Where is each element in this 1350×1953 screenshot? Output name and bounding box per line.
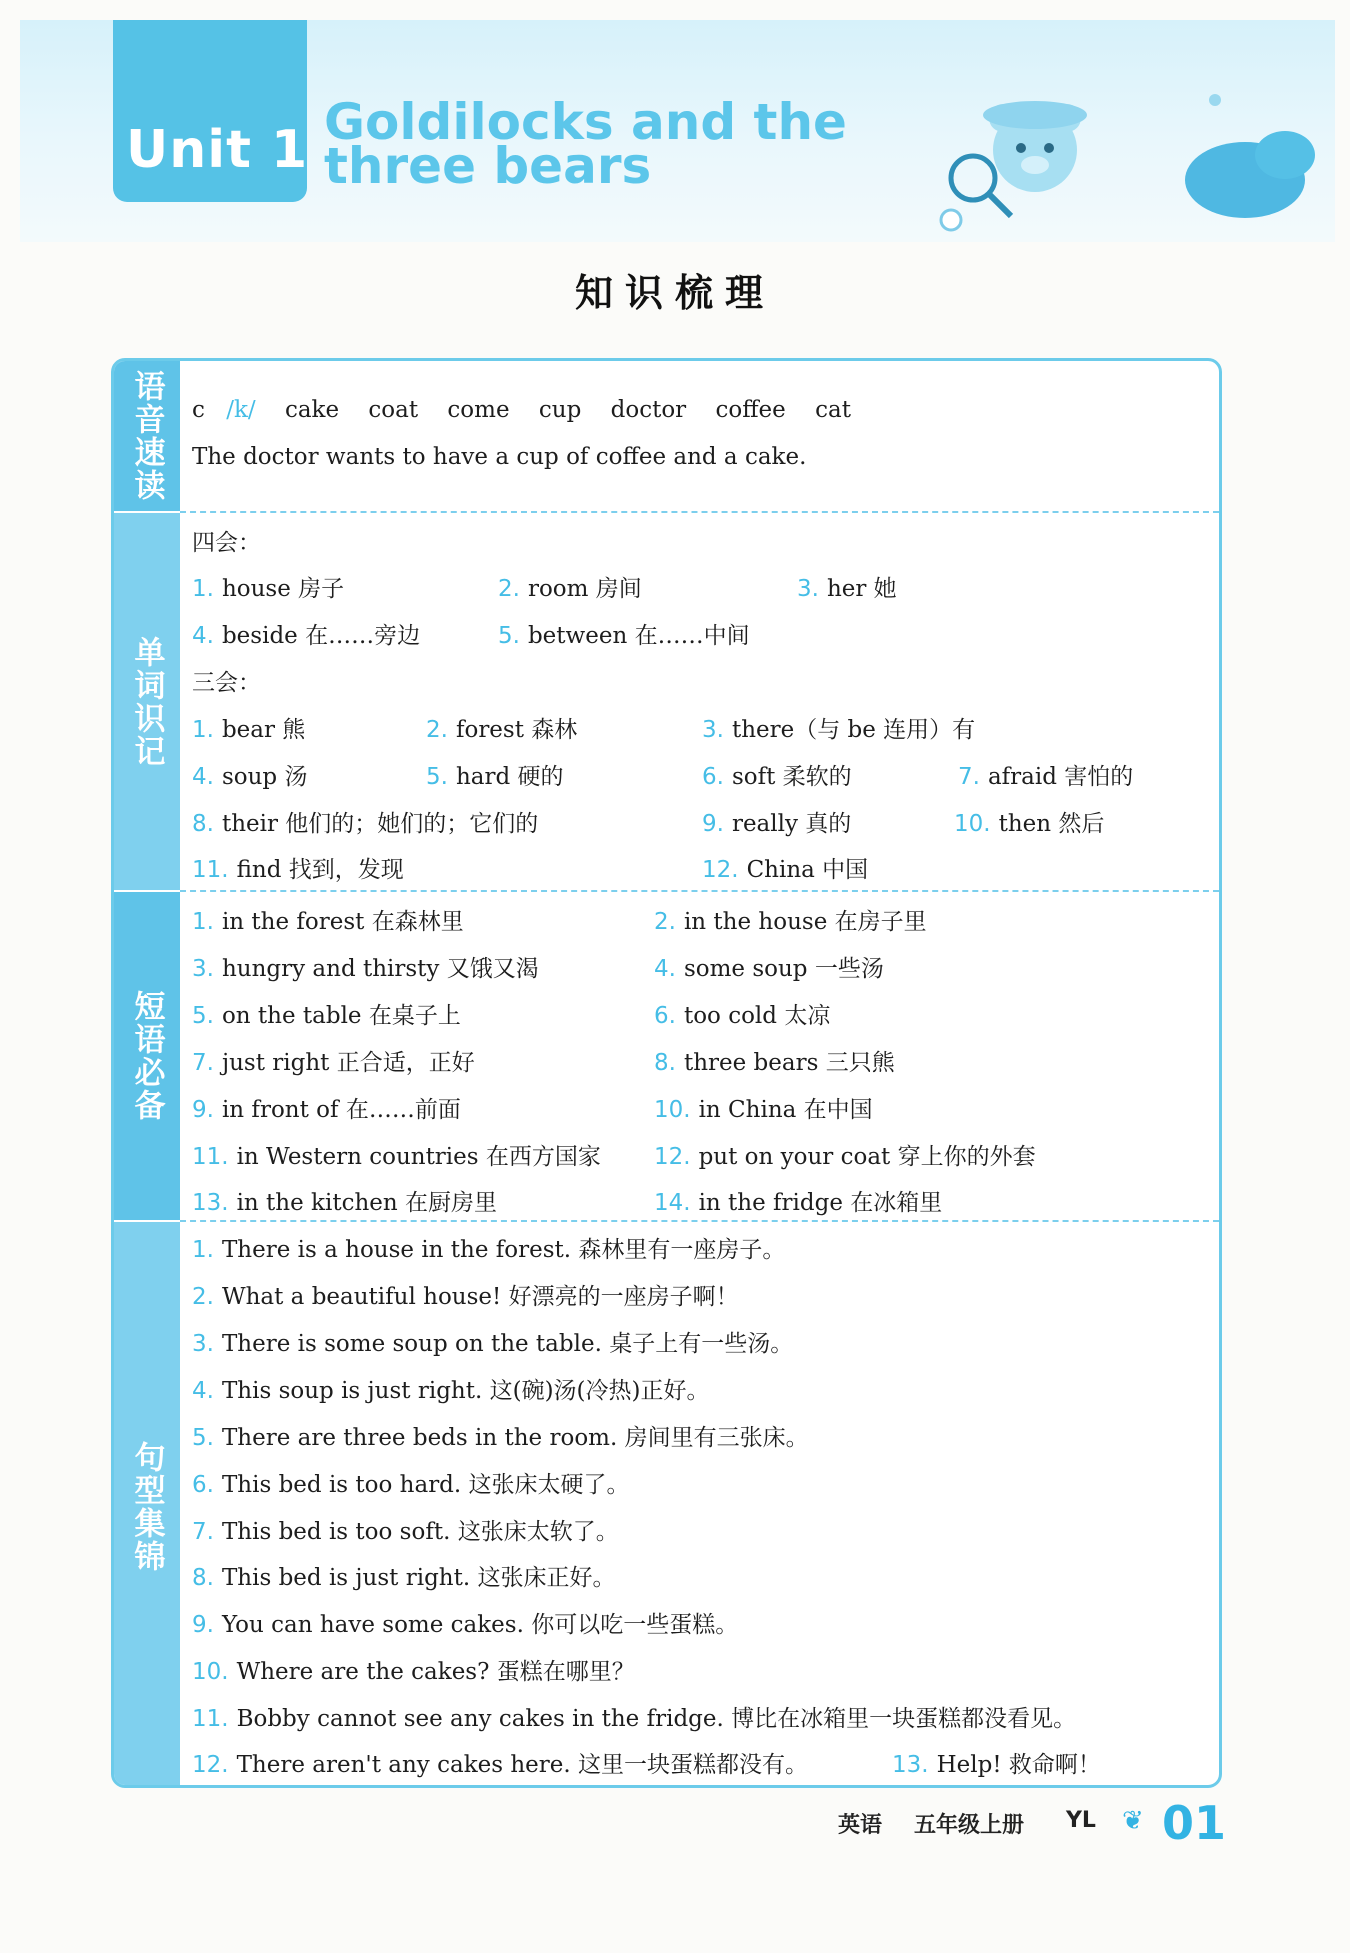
phonics-word: doctor bbox=[610, 397, 687, 423]
phrase-item: 5. on the table 在桌子上 bbox=[192, 1003, 461, 1029]
leaf-icon: ❦ bbox=[1122, 1806, 1144, 1836]
phonics-word: cat bbox=[815, 397, 851, 423]
word-item: 5. between 在……中间 bbox=[498, 623, 750, 649]
sentence-item: 4. This soup is just right. 这(碗)汤(冷热)正好。 bbox=[192, 1378, 710, 1404]
phrase-item: 6. too cold 太凉 bbox=[654, 1003, 831, 1029]
sentence-item: 3. There is some soup on the table. 桌子上有一些汤。 bbox=[192, 1331, 794, 1357]
footer-subject: 英语 bbox=[838, 1813, 883, 1838]
sentence-item: 6. This bed is too hard. 这张床太硬了。 bbox=[192, 1472, 630, 1498]
phonics-letter: c bbox=[192, 397, 205, 423]
phonics-sentence: The doctor wants to have a cup of coffee and a cake. bbox=[192, 444, 807, 470]
phonics-word: cake bbox=[284, 397, 340, 423]
phonics-word: come bbox=[447, 397, 510, 423]
footer-edition: YL bbox=[1066, 1808, 1096, 1833]
phrase-item: 3. hungry and thirsty 又饿又渴 bbox=[192, 956, 539, 982]
section-heading: 知识梳理 bbox=[574, 271, 775, 315]
phonics-words-line bbox=[192, 397, 851, 423]
four-skill-label: 四会： bbox=[192, 530, 261, 556]
sidebar-phonics-label: 语音速读 bbox=[128, 370, 165, 502]
sidebar-phrases bbox=[114, 892, 180, 1220]
sentence-item: 8. This bed is just right. 这张床正好。 bbox=[192, 1565, 616, 1591]
sidebar-phrases-label: 短语必备 bbox=[128, 990, 165, 1122]
phrase-item: 13. in the kitchen 在厨房里 bbox=[192, 1190, 498, 1216]
phrase-item: 4. some soup 一些汤 bbox=[654, 956, 884, 982]
phrase-item: 11. in Western countries 在西方国家 bbox=[192, 1144, 601, 1170]
phonics-word: coat bbox=[368, 397, 419, 423]
sentence-item: 9. You can have some cakes. 你可以吃一些蛋糕。 bbox=[192, 1612, 739, 1638]
word-item: 12. China 中国 bbox=[702, 857, 869, 883]
page-number: 01 bbox=[1162, 1796, 1227, 1850]
word-item: 2. forest 森林 bbox=[426, 717, 578, 743]
sidebar-sentences bbox=[114, 1222, 180, 1788]
sentence-item: 5. There are three beds in the room. 房间里有三张床。 bbox=[192, 1425, 809, 1451]
word-item: 2. room 房间 bbox=[498, 576, 642, 602]
word-item: 3. her 她 bbox=[797, 576, 897, 602]
word-item: 9. really 真的 bbox=[702, 811, 852, 837]
bear-with-magnifier-illustration bbox=[915, 70, 1315, 240]
sidebar-sentences-label: 句型集锦 bbox=[128, 1440, 165, 1573]
word-item: 7. afraid 害怕的 bbox=[958, 764, 1134, 790]
three-skill-label: 三会： bbox=[192, 670, 261, 696]
sentence-item: 12. There aren't any cakes here. 这里一块蛋糕都没有。 bbox=[192, 1752, 809, 1778]
sentence-item: 10. Where are the cakes? 蛋糕在哪里？ bbox=[192, 1659, 635, 1685]
unit-label: Unit 1 bbox=[126, 120, 309, 180]
sidebar bbox=[114, 361, 180, 1785]
unit-title bbox=[324, 93, 847, 195]
sentence-item: 11. Bobby cannot see any cakes in the fridge. 博比在冰箱里一块蛋糕都没看见。 bbox=[192, 1706, 1077, 1732]
phrase-item: 8. three bears 三只熊 bbox=[654, 1050, 895, 1076]
sidebar-phonics bbox=[114, 361, 180, 511]
phrase-item: 7. just right 正合适，正好 bbox=[192, 1050, 475, 1076]
phonics-sound: /k/ bbox=[226, 397, 256, 423]
phrase-item: 12. put on your coat 穿上你的外套 bbox=[654, 1144, 1036, 1170]
sentence-item: 13. Help! 救命啊！ bbox=[892, 1752, 1101, 1778]
divider bbox=[180, 511, 1219, 513]
phonics-word: coffee bbox=[715, 397, 786, 423]
word-item: 5. hard 硬的 bbox=[426, 764, 564, 790]
sentence-item: 2. What a beautiful house! 好漂亮的一座房子啊！ bbox=[192, 1284, 739, 1310]
phrase-item: 1. in the forest 在森林里 bbox=[192, 909, 464, 935]
unit-title-line-1: Goldilocks and the bbox=[324, 93, 847, 151]
word-item: 1. bear 熊 bbox=[192, 717, 306, 743]
word-item: 4. beside 在……旁边 bbox=[192, 623, 421, 649]
sentence-item: 1. There is a house in the forest. 森林里有一座房子。 bbox=[192, 1237, 786, 1263]
sidebar-words-label: 单词识记 bbox=[128, 635, 165, 768]
word-item: 1. house 房子 bbox=[192, 576, 345, 602]
unit-title-line-2: three bears bbox=[324, 137, 652, 195]
word-item: 4. soup 汤 bbox=[192, 764, 308, 790]
phrase-item: 10. in China 在中国 bbox=[654, 1097, 873, 1123]
word-item: 6. soft 柔软的 bbox=[702, 764, 852, 790]
word-item: 11. find 找到，发现 bbox=[192, 857, 404, 883]
word-item: 10. then 然后 bbox=[954, 811, 1105, 837]
phrase-item: 14. in the fridge 在冰箱里 bbox=[654, 1190, 943, 1216]
phrase-item: 2. in the house 在房子里 bbox=[654, 909, 927, 935]
knowledge-box bbox=[111, 358, 1222, 1788]
footer-grade: 五年级上册 bbox=[914, 1813, 1025, 1838]
phonics-word: cup bbox=[538, 397, 582, 423]
sentence-item: 7. This bed is too soft. 这张床太软了。 bbox=[192, 1519, 619, 1545]
word-item: 8. their 他们的；她们的；它们的 bbox=[192, 811, 539, 837]
divider bbox=[180, 1220, 1219, 1222]
sidebar-words bbox=[114, 513, 180, 890]
phrase-item: 9. in front of 在……前面 bbox=[192, 1097, 461, 1123]
divider bbox=[180, 890, 1219, 892]
word-item: 3. there（与 be 连用）有 bbox=[702, 717, 976, 743]
